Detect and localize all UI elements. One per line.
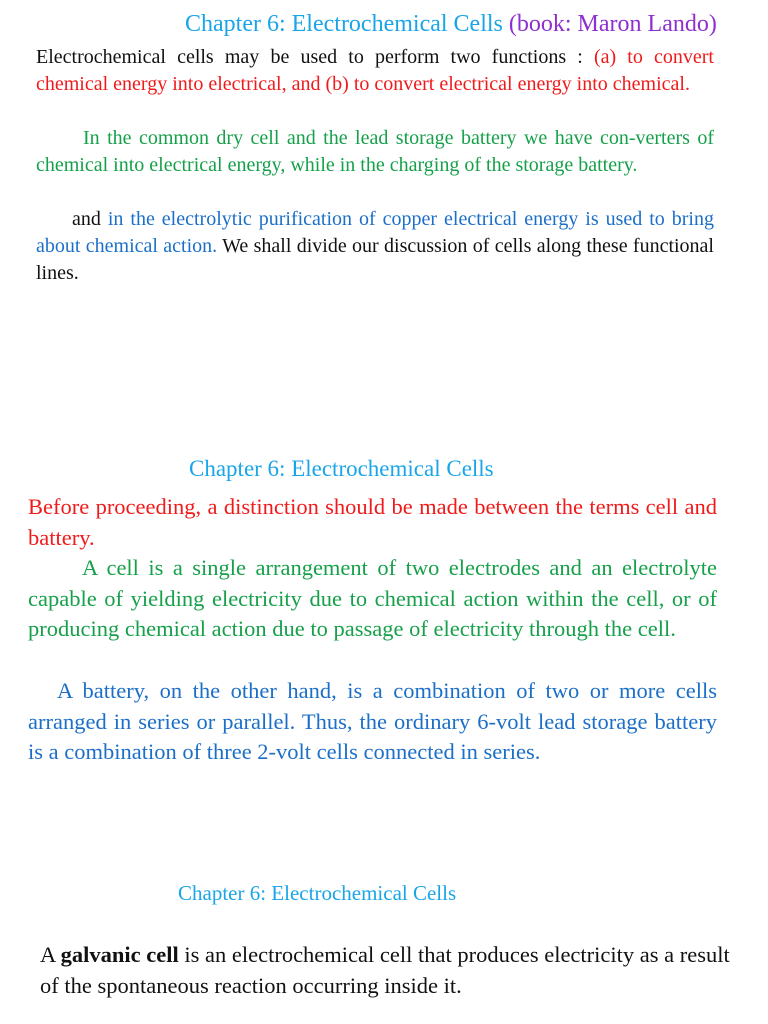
slide-3-p1-lead: A [40, 942, 61, 967]
slide-3-title: Chapter 6: Electrochemical Cells [178, 881, 457, 905]
slide-1-title [185, 12, 717, 36]
slide-2-paragraph-2: A cell is a single arrangement of two electrodes and an electrolyte capable of yielding electricity due to chemical action within the cell, or of producing chemical action due to passage of electricity through the cell. [28, 555, 717, 642]
slide-3-galvanic-cell-term: galvanic cell [60, 942, 179, 967]
slide-1-p3-tail: We shall divide our discussion of cells along these functional lines. [36, 235, 714, 284]
slide-1-paragraph-1 [36, 44, 714, 98]
slide-1-chapter-title: Chapter 6: Electrochemical Cells [185, 11, 503, 37]
slide-3-paragraph-1 [40, 940, 730, 1001]
slide-1-paragraph-2: In the common dry cell and the lead storage battery we have con-verters of chemical into electrical energy, while in the charging of the storage battery. [36, 127, 714, 176]
slide-3-p1-tail: is an electrochemical cell that produces electricity as a result of the spontaneous reaction occurring inside it. [40, 942, 730, 998]
slide-2-title: Chapter 6: Electrochemical Cells [189, 456, 494, 481]
slide-2-paragraph-3: A battery, on the other hand, is a combination of two or more cells arranged in series or parallel. Thus, the ordinary 6-volt lead storage battery is a combination of three 2-volt cells connected in series. [28, 678, 717, 765]
slide-1-p1-functions: (a) to convert chemical energy into electrical, and (b) to convert electrical energy into chemical. [36, 46, 714, 95]
slide-1-p3-electrolytic: in the electrolytic purification of copper electrical energy is used to bring about chemical action. [36, 208, 714, 257]
slide-1-p1-intro: Electrochemical cells may be used to perform two functions : [36, 46, 594, 68]
slide-1-p3-lead: and [72, 208, 108, 230]
slide-1-book-reference: (book: Maron Lando) [508, 11, 717, 37]
slide-2-paragraph-1: Before proceeding, a distinction should be made between the terms cell and battery. [28, 494, 717, 550]
slide-1-paragraph-3 [36, 206, 714, 287]
